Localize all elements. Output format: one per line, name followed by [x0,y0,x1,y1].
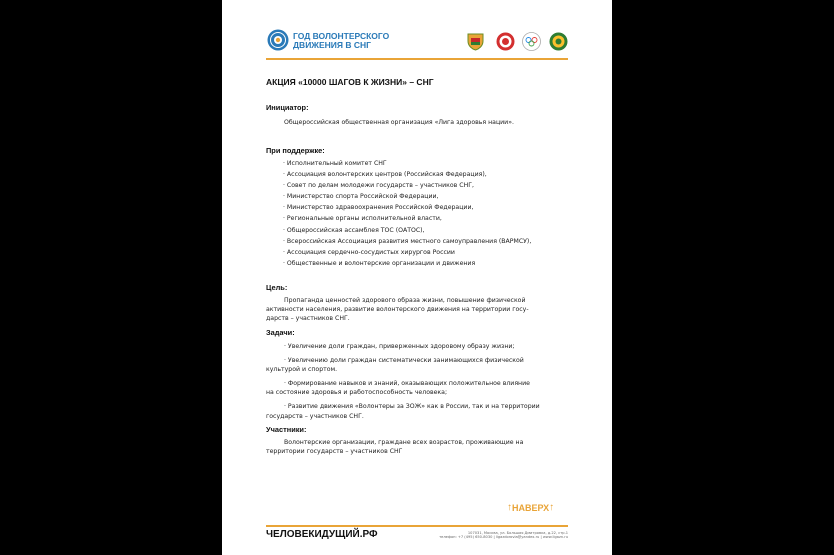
task-item-line: на состояние здоровья и работоспособность человека; [266,389,448,397]
list-item: · Общероссийская ассамблея ТОС (ОАТОС), [283,226,425,234]
goal-line: активности населения, развитие волонтерского движения на территории госу- [266,306,529,314]
support-list [283,158,531,269]
footer-divider [266,525,568,527]
header-org-name [293,32,389,50]
goal-text [266,296,576,323]
footer-site-name[interactable]: ЧЕЛОВЕКИДУЩИЙ.РФ [266,529,378,540]
participants-heading: Участники: [266,425,307,434]
document-page [222,0,612,555]
page-title: АКЦИЯ «10000 ШАГОВ К ЖИЗНИ» – СНГ [266,77,434,87]
list-item: · Ассоциация волонтерских центров (Российская Федерация), [283,171,487,179]
goal-line: дарств – участников СНГ. [266,315,350,323]
task-item-line: · Формирование навыков и знаний, оказывающих положительное влияние [284,380,530,388]
list-item: · Общественные и волонтерские организации и движения [283,259,476,267]
list-item: · Совет по делам молодежи государств – участников СНГ, [283,182,474,190]
header-org-line2: ДВИЖЕНИЯ В СНГ [293,40,371,50]
initiator-text: Общероссийская общественная организация «Лига здоровья нации». [284,119,514,126]
participants-line: территории государств – участников СНГ [266,448,403,456]
footer-address: 107031, Москва, ул. Большая Дмитровка, д.22, стр.1 [467,531,568,535]
header-divider [266,58,568,60]
list-item: · Министерство спорта Российской Федерации, [283,193,439,201]
shield-emblem-icon [466,32,485,51]
list-item: · Всероссийская Ассоциация развития местного самоуправления (ВАРМСУ), [283,237,532,245]
tasks-list [266,342,576,421]
support-heading: При поддержке: [266,146,325,155]
initiator-heading: Инициатор: [266,103,309,112]
back-to-top-label: НАВЕРХ [512,502,550,513]
list-item: · Ассоциация сердечно-сосудистых хирургов России [283,248,455,256]
tasks-heading: Задачи: [266,328,295,337]
task-item-line: государств – участников СНГ. [266,412,364,420]
task-item-line: · Увеличение доли граждан, приверженных здоровому образу жизни; [284,343,515,350]
header-org-line1: ГОД ВОЛОНТЕРСКОГО [293,31,390,41]
green-round-emblem-icon [549,32,568,51]
back-to-top-link[interactable] [507,502,554,513]
participants-text [266,438,576,456]
task-item-line: · Увеличению доли граждан систематически занимающихся физической [284,357,524,365]
goal-heading: Цель: [266,283,288,292]
task-item-line: культурой и спортом. [266,366,338,374]
footer-phone: телефон: +7 (495) 650-8030 | ligazdorovia@yandex.ru | www.ligazn.ru [439,535,568,540]
list-item: · Исполнительный комитет СНГ [283,160,387,167]
cis-emblem-icon [267,29,289,51]
task-item-line: · Развитие движения «Волонтеры за ЗОЖ» как в России, так и на территории [284,403,540,411]
arrow-up-icon: ↑ [507,502,512,513]
rings-emblem-icon [522,32,541,51]
arrow-up-icon: ↑ [549,502,555,513]
list-item: · Региональные органы исполнительной власти, [283,215,442,223]
participants-line: Волонтерские организации, граждане всех возрастов, проживающие на [284,439,524,446]
list-item: · Министерство здравоохранения Российской Федерации, [283,204,474,212]
goal-line: Пропаганда ценностей здорового образа жизни, повышение физической [284,297,526,304]
footer-contacts [412,531,568,540]
red-round-emblem-icon [496,32,515,51]
